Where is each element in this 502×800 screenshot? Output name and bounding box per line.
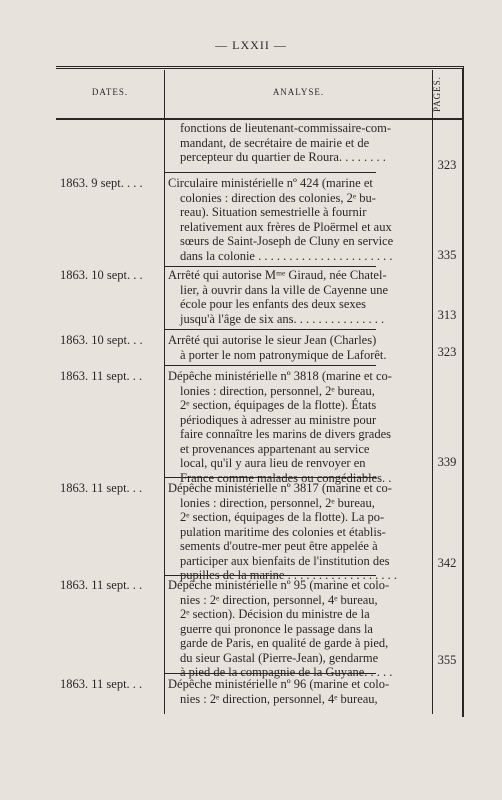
row-separator <box>164 172 376 173</box>
text-line: à porter le nom patronymique de Laforêt. <box>180 347 387 362</box>
column-divider-dates <box>164 70 165 714</box>
text-line: Dépêche ministérielle nº 3817 (marine et co- <box>168 481 392 495</box>
column-header-dates: DATES. <box>91 87 129 97</box>
text-line: reau). Situation semestrielle à fournir <box>180 205 367 219</box>
text-line: et provenances appartenant au service <box>180 441 370 456</box>
table-header <box>56 70 462 120</box>
entry-text <box>168 677 430 706</box>
entry-date: 1863. 11 sept. . . <box>60 369 143 383</box>
entry-text <box>168 369 430 485</box>
text-line: jusqu'à l'âge de six ans. . . . . . . . . . . . . . . <box>180 311 385 326</box>
entry-text <box>168 176 430 263</box>
text-line: relativement aux frères de Ploërmel et aux <box>180 219 392 234</box>
text-line: lier, à ouvrir dans la ville de Cayenne une <box>180 282 389 297</box>
text-line: école pour les enfants des deux sexes <box>180 297 367 311</box>
text-line: du sieur Gastal (Pierre-Jean), gendarme <box>180 650 379 665</box>
entry-date: 1863. 11 sept. . . <box>60 677 143 691</box>
text-line: lonies : direction, personnel, 2ᵉ bureau, <box>180 383 375 398</box>
page-ref: 323 <box>437 345 457 359</box>
text-line: mandant, de secrétaire de mairie et de <box>180 135 370 150</box>
row-separator <box>164 365 376 366</box>
row-separator <box>164 329 376 330</box>
page-number: — LXXII — <box>215 38 287 52</box>
text-line: à pied de la compagnie de la Guyane. . . . . <box>180 665 393 679</box>
entry-text <box>168 333 430 362</box>
page-ref: 355 <box>437 653 457 667</box>
text-line: colonies : direction des colonies, 2ᵉ bu- <box>180 190 376 205</box>
text-line: périodiques à adresser au ministre pour <box>180 412 377 427</box>
text-line: dans la colonie . . . . . . . . . . . . . . . . . . . . . . <box>180 248 393 263</box>
text-line: 2ᵉ section, équipages de la flotte). La po- <box>180 510 385 524</box>
entry-text <box>168 121 442 165</box>
text-line: pupilles de la marine . . . . . . . . . . . . . . . . . . <box>180 568 397 582</box>
text-line: Arrêté qui autorise le sieur Jean (Charles) <box>168 333 377 347</box>
entry-text <box>168 268 430 326</box>
row-separator <box>164 575 376 576</box>
column-header-analyse: ANALYSE. <box>272 87 325 97</box>
page-ref: 335 <box>437 248 457 262</box>
text-line: garde de Paris, en qualité de garde à pied, <box>180 636 389 650</box>
row-separator <box>164 477 376 478</box>
entry-date: 1863. 10 sept. . . <box>60 268 143 282</box>
text-line: local, qu'il y aura lieu de renvoyer en <box>180 456 366 470</box>
text-line: lonies : direction, personnel, 2ᵉ bureau, <box>180 495 375 510</box>
column-divider-pages <box>432 70 433 714</box>
text-line: Circulaire ministérielle nº 424 (marine et <box>168 176 373 190</box>
column-header-pages: PAGES. <box>432 76 442 112</box>
entry-date: 1863. 10 sept. . . <box>60 333 143 347</box>
text-line: 2ᵉ section, équipages de la flotte). États <box>180 398 377 412</box>
row-separator <box>164 266 376 267</box>
text-line: nies : 2ᵉ direction, personnel, 4ᵉ bureau, <box>180 592 378 607</box>
text-line: faire connaître les marins de divers grades <box>180 427 392 441</box>
text-line: participer aux bienfaits de l'institution des <box>180 553 390 568</box>
entry-date: 1863. 11 sept. . . <box>60 481 143 495</box>
text-line: France comme malades ou congédiables. . <box>180 470 392 485</box>
page-ref: 313 <box>437 308 457 322</box>
text-line: pulation maritime des colonies et établis- <box>180 524 386 539</box>
text-line: nies : 2ᵉ direction, personnel, 4ᵉ bureau, <box>180 691 378 706</box>
row-separator <box>164 673 376 674</box>
page-ref: 342 <box>437 556 457 570</box>
text-line: Dépêche ministérielle nº 95 (marine et colo- <box>168 578 390 592</box>
text-line: Dépêche ministérielle nº 96 (marine et colo- <box>168 677 390 691</box>
entry-text <box>168 481 430 583</box>
page-ref: 323 <box>437 158 457 172</box>
text-line: Dépêche ministérielle nº 3818 (marine et co- <box>168 369 392 383</box>
text-line: 2ᵉ section). Décision du ministre de la <box>180 607 370 621</box>
entry-date: 1863. 11 sept. . . <box>60 578 143 592</box>
text-line: guerre qui prononce le passage dans la <box>180 621 373 636</box>
text-line: sements d'outre-mer peut être appelée à <box>180 539 378 553</box>
text-line: percepteur du quartier de Roura. . . . . . . . <box>180 150 386 164</box>
page-ref: 339 <box>437 455 457 469</box>
entry-text <box>168 578 430 680</box>
text-line: fonctions de lieutenant-commissaire-com- <box>180 121 392 135</box>
text-line: sœurs de Saint-Joseph de Cluny en service <box>180 234 394 248</box>
text-line: Arrêté qui autorise Mᵐᵉ Giraud, née Chatel- <box>168 268 387 282</box>
entry-date: 1863. 9 sept. . . . <box>60 176 143 190</box>
